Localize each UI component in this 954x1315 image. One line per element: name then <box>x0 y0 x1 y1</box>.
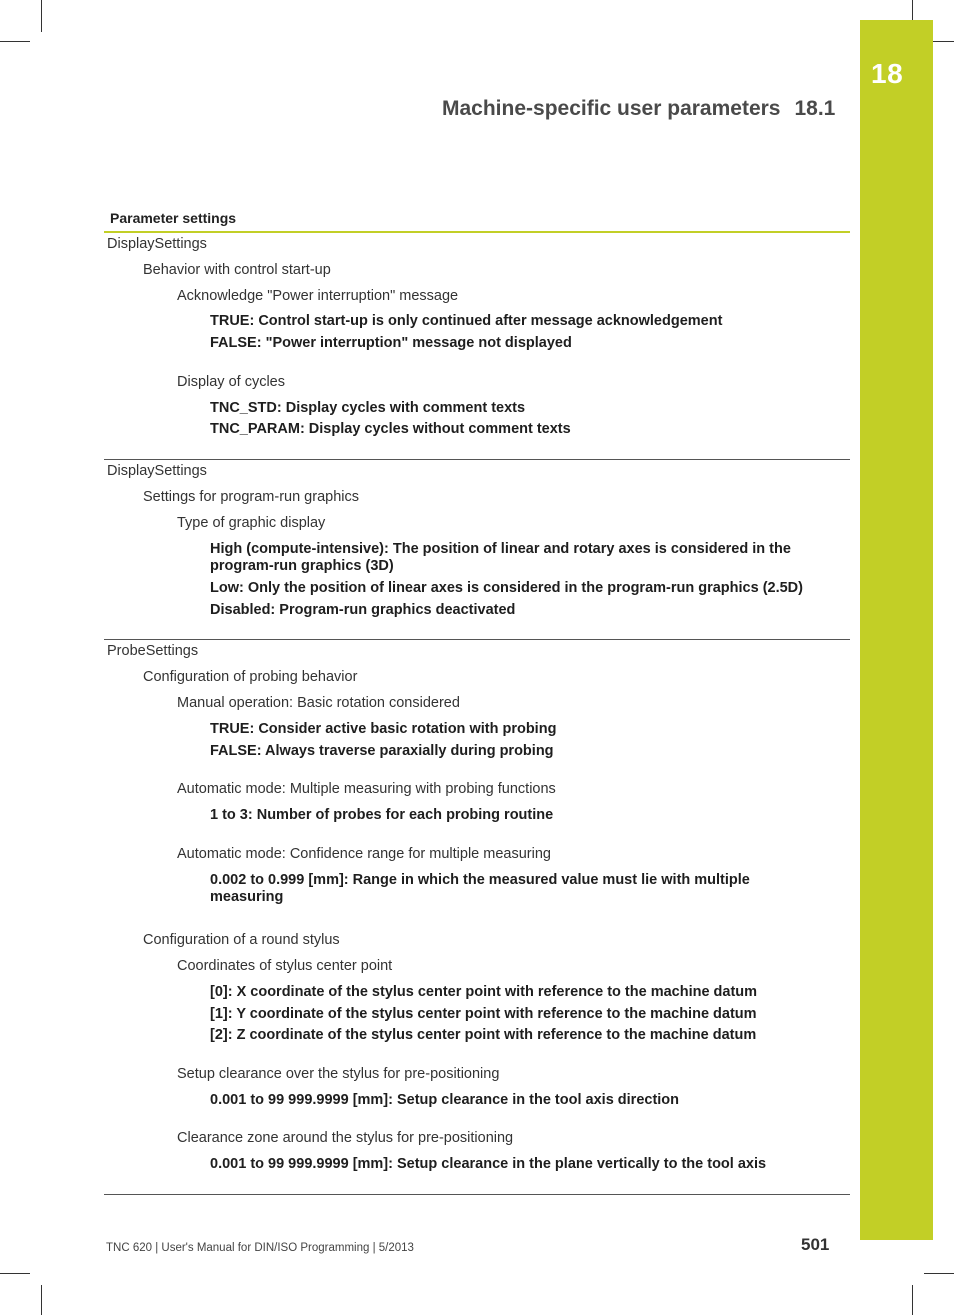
param-value: FALSE: Always traverse paraxially during probing <box>210 743 554 759</box>
group-sub: Configuration of probing behavior <box>143 669 358 685</box>
param-name: Automatic mode: Confidence range for multiple measuring <box>177 846 551 862</box>
param-value: TNC_STD: Display cycles with comment texts <box>210 400 526 416</box>
group-name: DisplaySettings <box>107 463 207 479</box>
param-name: Automatic mode: Multiple measuring with probing functions <box>177 781 556 797</box>
param-value: 1 to 3: Number of probes for each probing routine <box>210 807 554 823</box>
param-value: [1]: Y coordinate of the stylus center point with reference to the machine datum <box>210 1006 757 1022</box>
page-header <box>442 97 835 121</box>
group-sub: Settings for program-run graphics <box>143 489 359 505</box>
table-bottom-rule <box>104 1194 850 1195</box>
param-value: TNC_PARAM: Display cycles without comment texts <box>210 421 571 437</box>
header-title: Machine-specific user parameters <box>442 97 781 120</box>
group-sub: Behavior with control start-up <box>143 262 331 278</box>
param-value: [0]: X coordinate of the stylus center point with reference to the machine datum <box>210 984 758 1000</box>
param-name: Manual operation: Basic rotation considered <box>177 695 460 711</box>
param-name: Coordinates of stylus center point <box>177 958 393 974</box>
crop-mark <box>912 1285 913 1315</box>
param-name: Clearance zone around the stylus for pre-positioning <box>177 1130 514 1146</box>
group-name: ProbeSettings <box>107 643 199 659</box>
param-value: 0.001 to 99 999.9999 [mm]: Setup clearance in the plane vertically to the tool axis <box>210 1156 767 1172</box>
param-value: High (compute-intensive): The position of linear and rotary axes is considered in the program-run graphics (3D) <box>210 541 791 574</box>
group-sub: Configuration of a round stylus <box>143 932 340 948</box>
param-name: Setup clearance over the stylus for pre-positioning <box>177 1066 500 1082</box>
crop-mark <box>41 0 42 32</box>
crop-mark <box>41 1285 42 1315</box>
page-number: 501 <box>801 1235 830 1254</box>
table-title: Parameter settings <box>110 210 237 226</box>
chapter-tab <box>860 20 933 1240</box>
header-section: 18.1 <box>794 97 836 120</box>
param-value: FALSE: "Power interruption" message not displayed <box>210 335 572 351</box>
crop-mark <box>0 1273 30 1274</box>
crop-mark <box>912 0 913 20</box>
footer-text: TNC 620 | User's Manual for DIN/ISO Programming | 5/2013 <box>106 1242 414 1254</box>
param-value: TRUE: Control start-up is only continued after message acknowledgement <box>210 313 723 329</box>
param-name: Display of cycles <box>177 374 285 390</box>
table-header-rule <box>104 231 850 233</box>
param-name: Acknowledge "Power interruption" message <box>177 288 459 304</box>
param-name: Type of graphic display <box>177 515 326 531</box>
crop-mark <box>0 41 30 42</box>
chapter-number: 18 <box>871 58 904 89</box>
crop-mark <box>924 1273 954 1274</box>
param-value: Disabled: Program-run graphics deactivated <box>210 602 516 618</box>
param-value: 0.002 to 0.999 [mm]: Range in which the measured value must lie with multiple measuring <box>210 872 750 905</box>
group-name: DisplaySettings <box>107 236 207 252</box>
param-value: TRUE: Consider active basic rotation with probing <box>210 721 557 737</box>
row-divider <box>104 459 850 460</box>
row-divider <box>104 639 850 640</box>
param-value: 0.001 to 99 999.9999 [mm]: Setup clearance in the tool axis direction <box>210 1092 680 1108</box>
param-value: Low: Only the position of linear axes is considered in the program-run graphics (2.5D) <box>210 580 803 596</box>
param-value: [2]: Z coordinate of the stylus center point with reference to the machine datum <box>210 1027 757 1043</box>
